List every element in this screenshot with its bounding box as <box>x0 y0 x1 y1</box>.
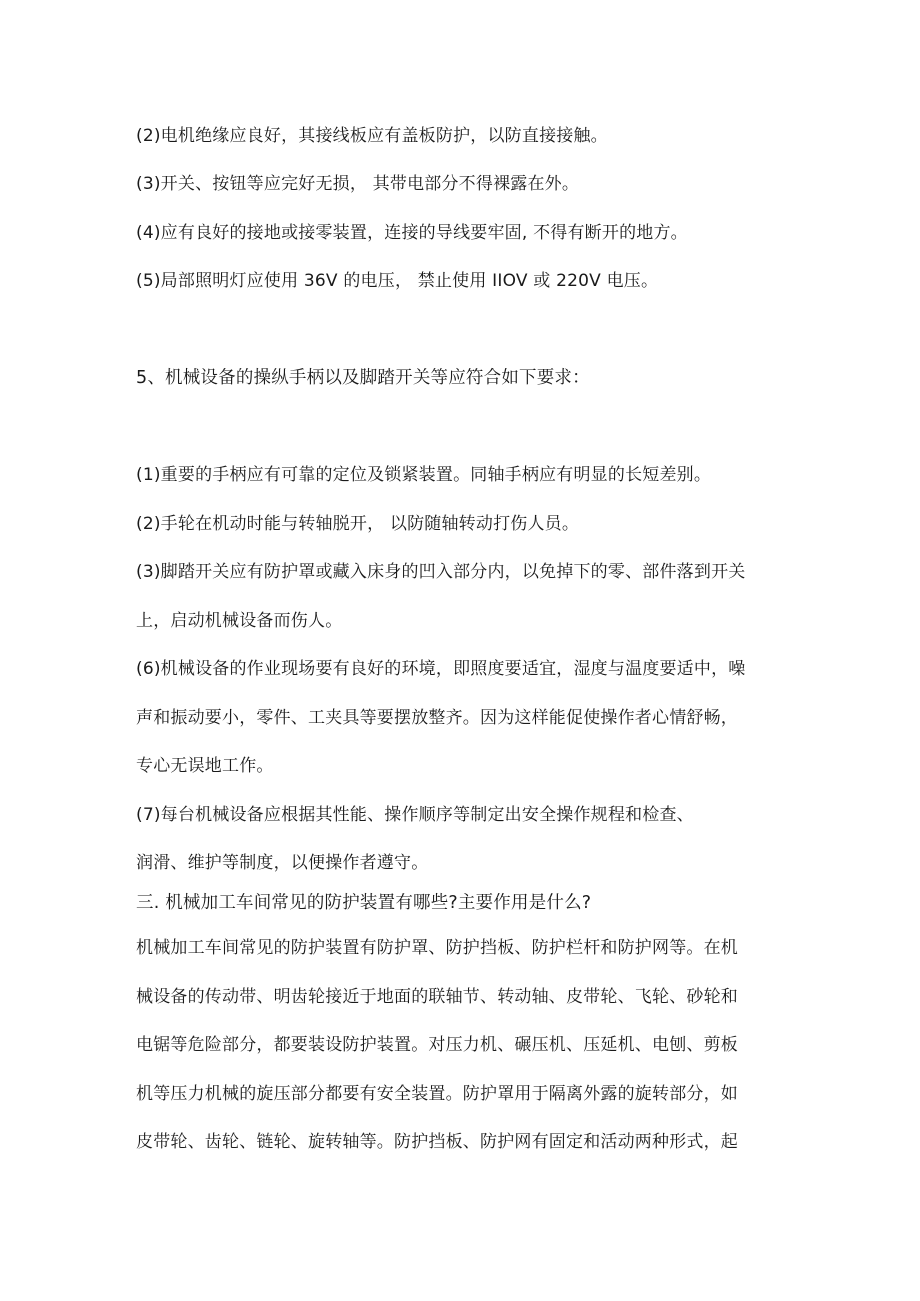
item-handle-locking: (1)重要的手柄应有可靠的定位及锁紧装置。同轴手柄应有明显的长短差别。 <box>136 465 712 485</box>
item-local-lighting: (5)局部照明灯应使用 36V 的电压， 禁止使用 IIOV 或 220V 电压。 <box>136 271 659 291</box>
item-work-environment-cont: 声和振动要小，零件、工夹具等要摆放整齐。因为这样能促使操作者心情舒畅， <box>136 708 738 728</box>
section-3-heading: 三. 机械加工车间常见的防护装置有哪些?主要作用是什么? <box>136 893 592 913</box>
item-grounding: (4)应有良好的接地或接零装置，连接的导线要牢固, 不得有断开的地方。 <box>136 223 688 243</box>
paragraph-line-1: 机械加工车间常见的防护装置有防护罩、防护挡板、防护栏杆和防护网等。在机 <box>136 938 738 958</box>
paragraph-line-5: 皮带轮、齿轮、链轮、旋转轴等。防护挡板、防护网有固定和活动两种形式，起 <box>136 1132 738 1152</box>
item-work-environment: (6)机械设备的作业现场要有良好的环境，即照度要适宜，湿度与温度要适中，噪 <box>136 659 746 679</box>
item-work-environment-end: 专心无误地工作。 <box>136 756 274 776</box>
item-foot-switch-cont: 上，启动机械设备而伤人。 <box>136 611 343 631</box>
item-motor-insulation: (2)电机绝缘应良好，其接线板应有盖板防护，以防直接接触。 <box>136 126 608 146</box>
paragraph-line-2: 械设备的传动带、明齿轮接近于地面的联轴节、转动轴、皮带轮、飞轮、砂轮和 <box>136 987 738 1007</box>
item-foot-switch: (3)脚踏开关应有防护罩或藏入床身的凹入部分内，以免掉下的零、部件落到开关 <box>136 562 746 582</box>
item-operating-rules-cont: 润滑、维护等制度，以便操作者遵守。 <box>136 853 429 873</box>
paragraph-line-3: 电锯等危险部分，都要装设防护装置。对压力机、碾压机、压延机、电刨、剪板 <box>136 1035 738 1055</box>
paragraph-line-4: 机等压力机械的旋压部分都要有安全装置。防护罩用于隔离外露的旋转部分，如 <box>136 1084 738 1104</box>
section-5-heading: 5、机械设备的操纵手柄以及脚踏开关等应符合如下要求： <box>136 368 590 388</box>
item-switch-buttons: (3)开关、按钮等应完好无损， 其带电部分不得裸露在外。 <box>136 174 580 194</box>
item-handwheel: (2)手轮在机动时能与转轴脱开， 以防随轴转动打伤人员。 <box>136 514 580 534</box>
item-operating-rules: (7)每台机械设备应根据其性能、操作顺序等制定出安全操作规程和检查、 <box>136 805 694 825</box>
